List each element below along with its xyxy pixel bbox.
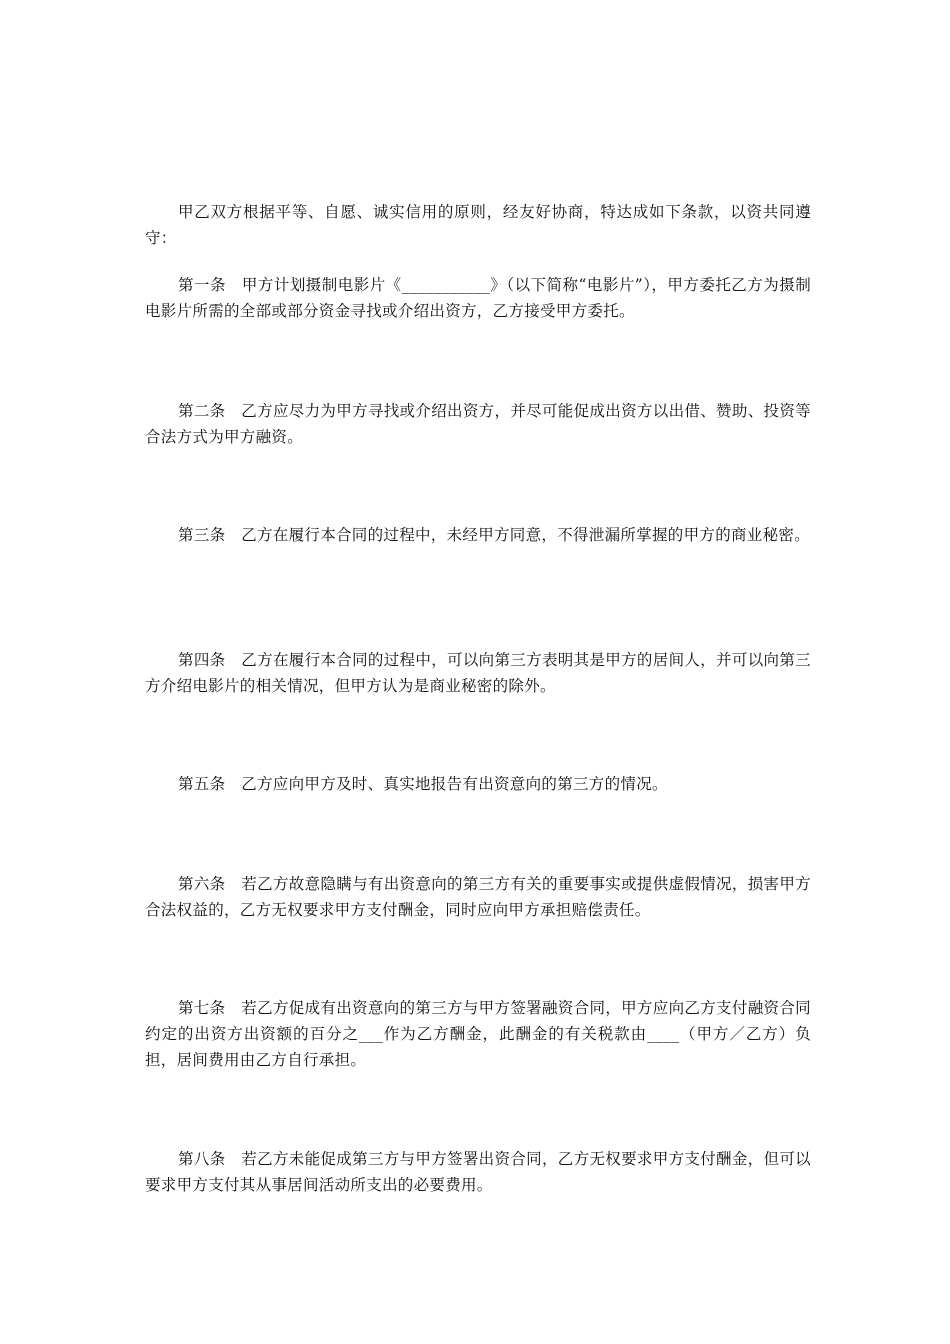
article-2: 第二条 乙方应尽力为甲方寻找或介绍出资方，并尽可能促成出资方以出借、赞助、投资等合法方式为甲方融资。 (145, 402, 811, 446)
article-6: 第六条 若乙方故意隐瞒与有出资意向的第三方有关的重要事实或提供虚假情况，损害甲方合法权益的，乙方无权要求甲方支付酬金，同时应向甲方承担赔偿责任。 (145, 875, 811, 919)
article-1: 第一条 甲方计划摄制电影片《___________》（以下简称“电影片”），甲方委托乙方为摄制电影片所需的全部或部分资金寻找或介绍出资方，乙方接受甲方委托。 (145, 276, 811, 320)
article-4: 第四条 乙方在履行本合同的过程中，可以向第三方表明其是甲方的居间人，并可以向第三方介绍电影片的相关情况，但甲方认为是商业秘密的除外。 (145, 651, 811, 695)
intro-paragraph: 甲乙双方根据平等、自愿、诚实信用的原则，经友好协商，特达成如下条款，以资共同遵守： (145, 203, 811, 247)
article-3: 第三条 乙方在履行本合同的过程中，未经甲方同意，不得泄漏所掌握的甲方的商业秘密。 (178, 526, 811, 544)
article-7: 第七条 若乙方促成有出资意向的第三方与甲方签署融资合同，甲方应向乙方支付融资合同约定的出资方出资额的百分之___作为乙方酬金，此酬金的有关税款由____（甲方／乙方）负担，居间费用由乙方自行承担。 (145, 999, 811, 1069)
article-8: 第八条 若乙方未能促成第三方与甲方签署出资合同，乙方无权要求甲方支付酬金，但可以要求甲方支付其从事居间活动所支出的必要费用。 (145, 1150, 811, 1194)
article-5: 第五条 乙方应向甲方及时、真实地报告有出资意向的第三方的情况。 (178, 775, 668, 793)
